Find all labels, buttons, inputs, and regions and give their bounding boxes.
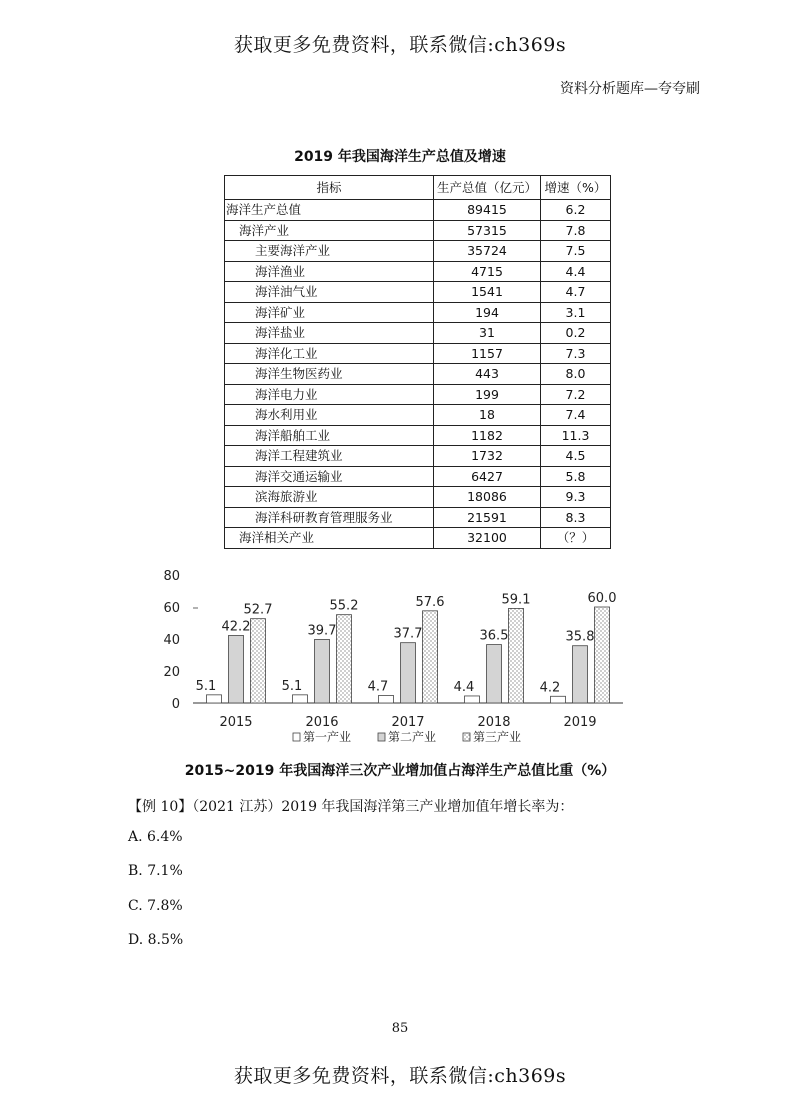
indicator-cell: 海洋产业 (225, 220, 434, 241)
rate-cell: 7.5 (541, 241, 611, 262)
table-row (225, 302, 611, 323)
value-cell: 31 (434, 323, 541, 344)
x-tick-label: 2018 (477, 715, 511, 730)
table-row (225, 241, 611, 262)
value-cell: 89415 (434, 200, 541, 221)
value-cell: 35724 (434, 241, 541, 262)
data-label: 52.7 (243, 602, 273, 618)
table-header-row (225, 176, 611, 200)
rate-cell: 7.3 (541, 343, 611, 364)
data-label: 4.2 (539, 680, 561, 696)
indicator-cell: 海洋船舶工业 (225, 425, 434, 446)
table-row (225, 425, 611, 446)
table-row (225, 220, 611, 241)
bar-2 (573, 646, 588, 703)
rate-cell: 7.4 (541, 405, 611, 426)
x-tick-label: 2016 (305, 715, 339, 730)
legend-swatch (378, 733, 385, 741)
table-row (225, 343, 611, 364)
indicator-cell: 海洋交通运输业 (225, 466, 434, 487)
data-label: 42.2 (221, 619, 251, 635)
y-tick-label: 0 (171, 697, 180, 712)
indicator-cell: 主要海洋产业 (225, 241, 434, 262)
y-tick-label: 80 (163, 569, 180, 584)
x-tick-label: 2017 (391, 715, 425, 730)
data-label: 39.7 (307, 623, 337, 639)
data-label: 5.1 (195, 678, 217, 694)
option-d: D. 8.5% (128, 932, 184, 948)
table-row (225, 282, 611, 303)
value-cell: 32100 (434, 528, 541, 549)
y-tick-label: 60 (163, 601, 180, 616)
rate-cell: 8.3 (541, 507, 611, 528)
column-header: 生产总值（亿元） (434, 176, 541, 200)
table-row (225, 384, 611, 405)
rate-cell: （？） (541, 528, 611, 549)
chart-title: 2015~2019 年我国海洋三次产业增加值占海洋生产总值比重（%） (184, 763, 616, 779)
bar-2 (401, 643, 416, 703)
y-tick-label: 40 (163, 633, 180, 648)
table-row (225, 487, 611, 508)
value-cell: 18 (434, 405, 541, 426)
value-cell: 443 (434, 364, 541, 385)
legend-label: 第一产业 (303, 730, 352, 744)
option-b: B. 7.1% (128, 863, 183, 879)
table-row (225, 405, 611, 426)
value-cell: 18086 (434, 487, 541, 508)
indicator-cell: 海洋工程建筑业 (225, 446, 434, 467)
table-row (225, 364, 611, 385)
data-label: 60.0 (587, 591, 617, 606)
rate-cell: 0.2 (541, 323, 611, 344)
bar-3 (509, 608, 524, 703)
data-label: 55.2 (329, 598, 359, 614)
bar-2 (315, 639, 330, 703)
x-tick-label: 2015 (219, 715, 253, 730)
value-cell: 57315 (434, 220, 541, 241)
bar-1 (379, 695, 394, 703)
y-tick-label: 20 (163, 665, 180, 680)
bar-1 (293, 695, 308, 703)
indicator-cell: 海洋科研教育管理服务业 (225, 507, 434, 528)
rate-cell: 7.2 (541, 384, 611, 405)
page-number: 85 (391, 1021, 409, 1036)
bar-3 (251, 619, 266, 703)
data-label: 4.7 (367, 679, 389, 695)
table-row (225, 323, 611, 344)
bar-1 (207, 695, 222, 703)
data-label: 36.5 (479, 628, 509, 644)
column-header: 增速（%） (541, 176, 611, 200)
bar-3 (423, 611, 438, 703)
rate-cell: 9.3 (541, 487, 611, 508)
bar-1 (551, 696, 566, 703)
data-table (224, 175, 611, 549)
table-row (225, 507, 611, 528)
bar-chart (150, 560, 650, 760)
data-label: 4.4 (453, 679, 475, 695)
rate-cell: 4.5 (541, 446, 611, 467)
indicator-cell: 海洋生物医药业 (225, 364, 434, 385)
data-label: 59.1 (501, 592, 531, 608)
column-header: 指标 (225, 176, 434, 200)
indicator-cell: 海水利用业 (225, 405, 434, 426)
indicator-cell: 海洋渔业 (225, 261, 434, 282)
rate-cell: 3.1 (541, 302, 611, 323)
indicator-cell: 海洋生产总值 (225, 200, 434, 221)
table-row (225, 466, 611, 487)
legend-label: 第二产业 (388, 730, 437, 744)
value-cell: 1541 (434, 282, 541, 303)
legend-swatch (293, 733, 300, 741)
table-row (225, 528, 611, 549)
indicator-cell: 海洋化工业 (225, 343, 434, 364)
value-cell: 1182 (434, 425, 541, 446)
bar-3 (337, 615, 352, 703)
value-cell: 1732 (434, 446, 541, 467)
header-subtitle: 资料分析题库—夸夸刷 (560, 81, 700, 97)
indicator-cell: 海洋油气业 (225, 282, 434, 303)
rate-cell: 7.8 (541, 220, 611, 241)
data-label: 35.8 (565, 629, 595, 645)
rate-cell: 5.8 (541, 466, 611, 487)
option-a: A. 6.4% (128, 829, 183, 845)
rate-cell: 11.3 (541, 425, 611, 446)
legend-swatch (463, 733, 470, 741)
bar-1 (465, 696, 480, 703)
legend-label: 第三产业 (473, 730, 522, 744)
indicator-cell: 海洋矿业 (225, 302, 434, 323)
bar-3 (595, 607, 610, 703)
bar-2 (229, 635, 244, 703)
data-label: 37.7 (393, 626, 423, 642)
rate-cell: 4.7 (541, 282, 611, 303)
value-cell: 4715 (434, 261, 541, 282)
table-row (225, 446, 611, 467)
indicator-cell: 滨海旅游业 (225, 487, 434, 508)
table-row (225, 200, 611, 221)
indicator-cell: 海洋电力业 (225, 384, 434, 405)
rate-cell: 4.4 (541, 261, 611, 282)
x-tick-label: 2019 (563, 715, 597, 730)
option-c: C. 7.8% (128, 898, 183, 914)
value-cell: 21591 (434, 507, 541, 528)
watermark-bottom: 获取更多免费资料，联系微信:ch369s (233, 1065, 567, 1087)
rate-cell: 8.0 (541, 364, 611, 385)
value-cell: 194 (434, 302, 541, 323)
table-row (225, 261, 611, 282)
table-title: 2019 年我国海洋生产总值及增速 (294, 149, 506, 165)
data-label: 5.1 (281, 678, 303, 694)
indicator-cell: 海洋盐业 (225, 323, 434, 344)
bar-2 (487, 645, 502, 703)
value-cell: 1157 (434, 343, 541, 364)
data-label: 57.6 (415, 594, 445, 610)
rate-cell: 6.2 (541, 200, 611, 221)
indicator-cell: 海洋相关产业 (225, 528, 434, 549)
value-cell: 6427 (434, 466, 541, 487)
question-text: 【例 10】（2021 江苏）2019 年我国海洋第三产业增加值年增长率为： (128, 799, 574, 815)
value-cell: 199 (434, 384, 541, 405)
watermark-top: 获取更多免费资料，联系微信:ch369s (233, 34, 567, 56)
